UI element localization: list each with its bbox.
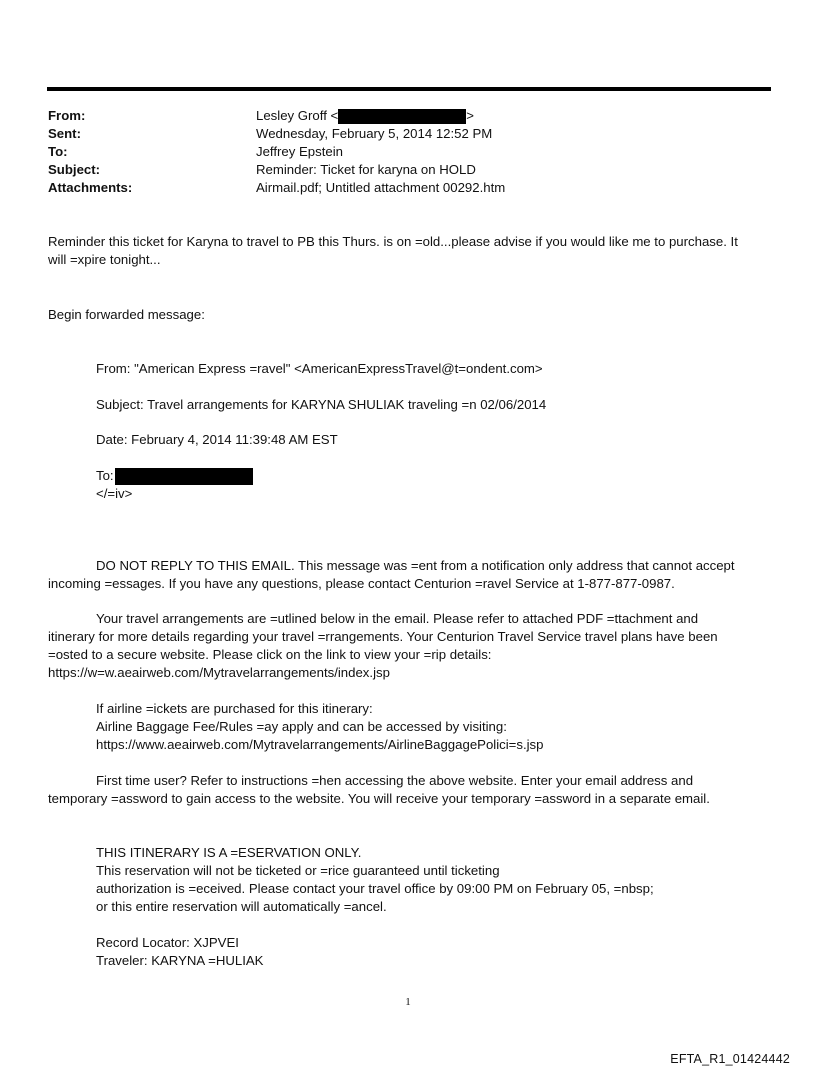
paragraph-line: If airline =ickets are purchased for this itinerary: bbox=[96, 701, 373, 716]
notice-paragraph bbox=[48, 557, 768, 593]
arrangements-paragraph bbox=[48, 610, 768, 682]
to-value: Jeffrey Epstein bbox=[256, 144, 343, 159]
fwd-subject: Subject: Travel arrangements for KARYNA SHULIAK traveling =n 02/06/2014 bbox=[96, 397, 547, 412]
from-label: From: bbox=[48, 108, 86, 123]
paragraph-line: First time user? Refer to instructions =hen accessing the above website. Enter your email address and bbox=[96, 773, 694, 788]
first-time-paragraph bbox=[48, 772, 768, 808]
paragraph-line: or this entire reservation will automatically =ancel. bbox=[96, 899, 387, 914]
bates-number: EFTA_R1_01424442 bbox=[670, 1052, 790, 1066]
intro-line: Reminder this ticket for Karyna to travel to PB this Thurs. is on =old...please advise if you would like me to purchase. It bbox=[48, 234, 738, 249]
from-name: Lesley Groff < bbox=[256, 108, 339, 123]
paragraph-line: Your travel arrangements are =utlined below in the email. Please refer to attached PDF =ttachment and bbox=[96, 611, 699, 626]
baggage-paragraph bbox=[96, 700, 543, 754]
reservation-paragraph bbox=[96, 844, 654, 916]
trip-details-link[interactable]: https://w=w.aeairweb.com/Mytravelarrangements/index.jsp bbox=[48, 665, 390, 680]
attachments-value: Airmail.pdf; Untitled attachment 00292.htm bbox=[256, 180, 506, 195]
fwd-date: Date: February 4, 2014 11:39:48 AM EST bbox=[96, 432, 338, 447]
header-divider bbox=[47, 87, 771, 91]
paragraph-line: Airline Baggage Fee/Rules =ay apply and can be accessed by visiting: bbox=[96, 719, 507, 734]
intro-paragraph bbox=[48, 233, 768, 269]
page-number: 1 bbox=[405, 996, 411, 1008]
paragraph-line: =osted to a secure website. Please click on the link to view your =rip details: bbox=[48, 647, 492, 662]
subject-label: Subject: bbox=[48, 162, 101, 177]
redaction-box bbox=[115, 468, 253, 485]
fwd-div-tag: </=iv> bbox=[96, 486, 133, 501]
redaction-box bbox=[338, 109, 466, 124]
baggage-policy-link[interactable]: https://www.aeairweb.com/Mytravelarrangements/AirlineBaggagePolici=s.jsp bbox=[96, 737, 544, 752]
paragraph-line: itinerary for more details regarding your travel =rrangements. Your Centurion Travel Service travel plans have been bbox=[48, 629, 718, 644]
fwd-to-label: To: bbox=[96, 468, 114, 483]
record-details bbox=[96, 934, 263, 970]
paragraph-line: incoming =essages. If you have any questions, please contact Centurion =ravel Service at 1-877-877-0987. bbox=[48, 576, 675, 591]
traveler-name: Traveler: KARYNA =HULIAK bbox=[96, 953, 264, 968]
subject-value: Reminder: Ticket for karyna on HOLD bbox=[256, 162, 476, 177]
paragraph-line: DO NOT REPLY TO THIS EMAIL. This message was =ent from a notification only address that cannot accept bbox=[96, 558, 735, 573]
paragraph-line: This reservation will not be ticketed or =rice guaranteed until ticketing bbox=[96, 863, 500, 878]
fwd-to bbox=[96, 467, 253, 485]
fwd-from: From: "American Express =ravel" <AmericanExpressTravel@t=ondent.com> bbox=[96, 361, 543, 376]
paragraph-line: authorization is =eceived. Please contact your travel office by 09:00 PM on February 05, =nbsp; bbox=[96, 881, 654, 896]
to-label: To: bbox=[48, 144, 68, 159]
paragraph-line: temporary =assword to gain access to the website. You will receive your temporary =assword in a separate email. bbox=[48, 791, 710, 806]
record-locator: Record Locator: XJPVEI bbox=[96, 935, 239, 950]
sent-value: Wednesday, February 5, 2014 12:52 PM bbox=[256, 126, 493, 141]
forwarded-heading: Begin forwarded message: bbox=[48, 307, 205, 322]
attachments-label: Attachments: bbox=[48, 180, 133, 195]
sent-label: Sent: bbox=[48, 126, 81, 141]
intro-line: will =xpire tonight... bbox=[48, 252, 161, 267]
from-close: > bbox=[466, 108, 474, 123]
paragraph-line: THIS ITINERARY IS A =ESERVATION ONLY. bbox=[96, 845, 362, 860]
